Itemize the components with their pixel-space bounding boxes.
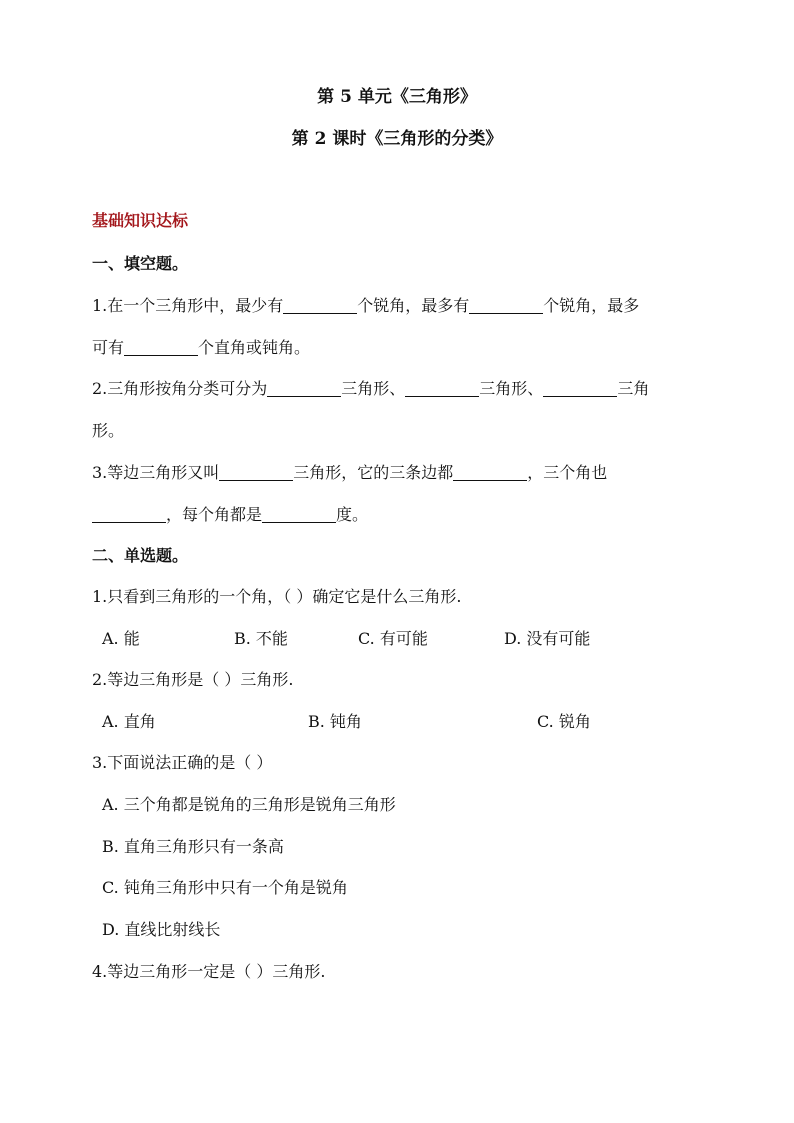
fill-q1-text-a: 1.在一个三角形中，最少有 [92,296,284,315]
fill-q1-text-c: 个锐角，最多 [543,296,640,315]
unit-title: 第 5 单元《三角形》 [317,87,477,107]
fill-q1-blank-2[interactable] [469,295,543,314]
fill-q1-blank-3[interactable] [124,337,198,356]
mc-q1-option-a[interactable]: A. 能 [102,629,140,648]
fill-q2-text-d: 三角 [617,379,650,398]
mc-q2-option-c[interactable]: C. 锐角 [537,712,591,731]
fill-q2-line2 [92,420,124,442]
mc-q2-option-b[interactable]: B. 钝角 [308,712,362,731]
mc-q3-option-b[interactable]: B. 直角三角形只有一条高 [102,837,284,856]
fill-q3-blank-1[interactable] [219,462,293,481]
mc-q4-stem: 4.等边三角形一定是（ ）三角形. [92,962,326,981]
part1-heading: 一、填空题。 [92,254,189,273]
mc-q3-stem: 3.下面说法正确的是（ ） [92,753,273,772]
mc-q1-option-d[interactable]: D. 没有可能 [504,629,591,648]
fill-q1-text-d: 可有 [92,338,125,357]
fill-q3-blank-2[interactable] [453,462,527,481]
fill-q3-blank-4[interactable] [262,504,336,523]
fill-q3-line2 [92,504,368,526]
mc-q3-option-a[interactable]: A. 三个角都是锐角的三角形是锐角三角形 [102,795,396,814]
fill-q2-text-c: 三角形、 [479,379,544,398]
fill-q1-line1 [92,295,639,317]
fill-q2-blank-3[interactable] [543,378,617,397]
fill-q2-line1 [92,378,649,400]
fill-q3-line1 [92,462,607,484]
fill-q2-text-a: 2.三角形按角分类可分为 [92,379,268,398]
fill-q1-blank-1[interactable] [283,295,357,314]
fill-q3-text-b: 三角形，它的三条边都 [293,463,454,482]
fill-q1-text-e: 个直角或钝角。 [198,338,311,357]
mc-q2-option-a[interactable]: A. 直角 [102,712,156,731]
fill-q2-blank-2[interactable] [405,378,479,397]
mc-q1-option-b[interactable]: B. 不能 [234,629,288,648]
fill-q2-text-e: 形。 [92,421,125,440]
section-basic-knowledge: 基础知识达标 [92,211,189,230]
mc-q1-option-c[interactable]: C. 有可能 [358,629,428,648]
mc-q3-option-d[interactable]: D. 直线比射线长 [102,920,221,939]
fill-q3-text-e: 度。 [336,505,369,524]
mc-q3-option-c[interactable]: C. 钝角三角形中只有一个角是锐角 [102,878,348,897]
mc-q1-stem: 1.只看到三角形的一个角，（ ）确定它是什么三角形. [92,587,462,606]
fill-q2-text-b: 三角形、 [341,379,406,398]
fill-q3-blank-3[interactable] [92,504,166,523]
fill-q3-text-d: ，每个角都是 [166,505,263,524]
fill-q1-text-b: 个锐角，最多有 [357,296,470,315]
fill-q1-line2 [92,337,310,359]
fill-q3-text-a: 3.等边三角形又叫 [92,463,220,482]
lesson-title: 第 2 课时《三角形的分类》 [291,129,503,149]
part2-heading: 二、单选题。 [92,546,189,565]
fill-q3-text-c: ，三个角也 [527,463,608,482]
fill-q2-blank-1[interactable] [267,378,341,397]
mc-q2-stem: 2.等边三角形是（ ）三角形. [92,670,294,689]
